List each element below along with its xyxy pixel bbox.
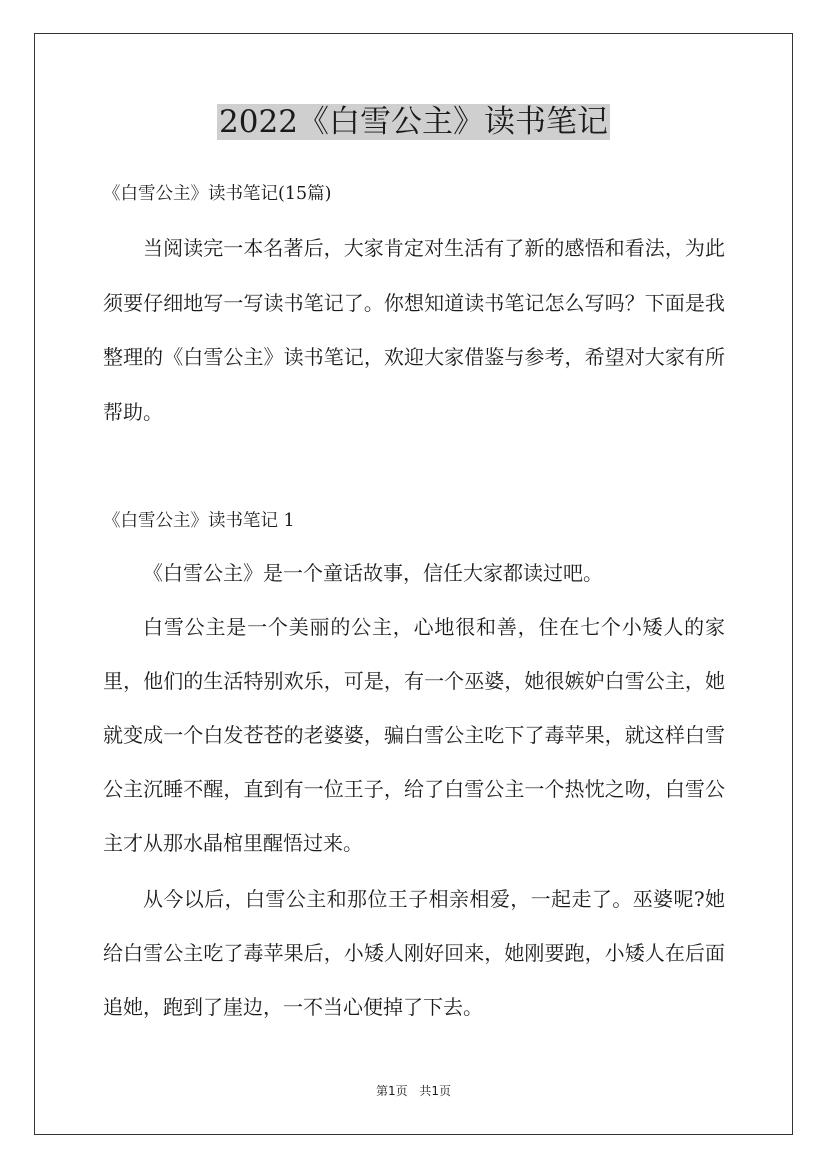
title-text: 2022《白雪公主》读书笔记 (219, 104, 608, 140)
section-heading: 《白雪公主》读书笔记 1 (103, 511, 295, 531)
page-current: 第1页 (375, 1084, 408, 1098)
body-paragraph-2: 白雪公主是一个美丽的公主，心地很和善，住在七个小矮人的家里，他们的生活特别欢乐，可是，有一个巫婆，她很嫉妒白雪公主，她就变成一个白发苍苍的老婆婆，骗白雪公主吃下了毒苹果，就这样白雪公主沉睡不醒，直到有一位王子，给了白雪公主一个热忱之吻，白雪公主才从那水晶棺里醒悟过来。 (103, 615, 725, 855)
subtitle: 《白雪公主》读书笔记(15篇) (103, 184, 332, 204)
page-footer (0, 1082, 827, 1099)
page-total: 共1页 (419, 1084, 452, 1098)
document-title (0, 100, 827, 144)
body-paragraph-1: 《白雪公主》是一个童话故事，信任大家都读过吧。 (143, 561, 603, 585)
intro-paragraph: 当阅读完一本名著后，大家肯定对生活有了新的感悟和看法，为此须要仔细地写一写读书笔记了。你想知道读书笔记怎么写吗？下面是我整理的《白雪公主》读书笔记，欢迎大家借鉴与参考，希望对大家有所帮助。 (103, 236, 725, 424)
body-paragraph-3: 从今以后，白雪公主和那位王子相亲相爱，一起走了。巫婆呢?她给白雪公主吃了毒苹果后，小矮人刚好回来，她刚要跑，小矮人在后面追她，跑到了崖边，一不当心便掉了下去。 (103, 887, 725, 1019)
